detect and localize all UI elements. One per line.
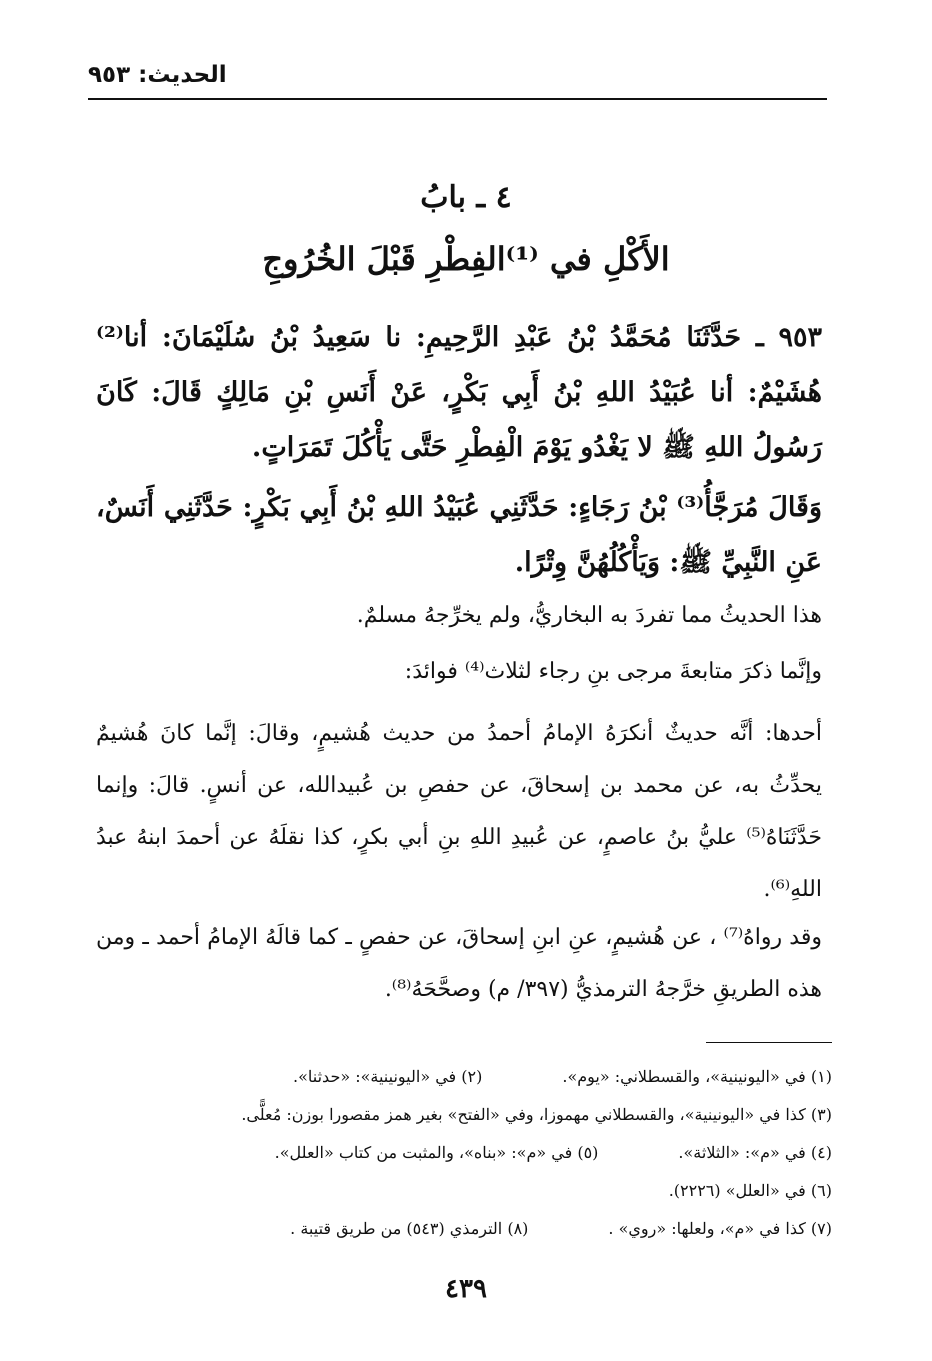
footnote-separator [706,1042,832,1043]
footnote-6: (٦) في «العلل» (٢٢٢٦). [668,1181,832,1200]
footnote-8: (٨) الترمذي (٥٤٣) من طريق قتيبة . [290,1219,529,1238]
commentary-paragraph-3: أحدها: أنَّه حديثٌ أنكرَهُ الإمامُ أحمدُ من حديث هُشيمٍ، وقالَ: إنَّما كانَ هُشيمٌ يحدِّثُ به، عن محمد بن إسحاقَ، عن حفصِ بن عُبيدالله، عن أنسٍ. قالَ: وإنما حَدَّثَنَاهُ⁽⁵⁾ عليُّ بنُ عاصمٍ، عن عُبيدِ اللهِ بنِ أبي بكرٍ، كذا نقلَهُ عن أحمدَ ابنهُ عبدُ اللهِ⁽⁶⁾. [96,721,822,902]
commentary-paragraph-4: وقد رواهُ⁽⁷⁾ ، عن هُشيمٍ، عنِ ابنِ إسحاقَ، عن حفصٍ ـ كما قالَهُ الإمامُ أحمد ـ ومن هذه الطريقِ خرَّجهُ الترمذيُّ (٣٩٧/ م) وصحَّحَهُ⁽⁸⁾. [96,925,822,1002]
footnote-row [96,1172,832,1210]
footnote-1: (١) في «اليونينية»، والقسطلاني: «يوم». [562,1067,832,1086]
header-rule [88,98,827,100]
hadith-mutabaa: وَقَالَ مُرَجَّأُ⁽³⁾ بْنُ رَجَاءٍ: حَدَّثَنِي عُبَيْدُ اللهِ بْنُ أَبِي بَكْرٍ: حَدَّثَنِي أَنَسٌ، عَنِ النَّبِيِّ ﷺ: وَيَأْكُلُهُنَّ وِتْرًا. [96,492,822,578]
footnotes [96,1058,832,1248]
footnote-7: (٧) كذا في «م»، ولعلها: «روي» . [608,1219,832,1238]
footnote-row [96,1210,832,1248]
commentary-paragraph-2: وإنَّما ذكرَ متابعةَ مرجى بنِ رجاء لثلاث⁽⁴⁾ فوائدَ: [404,659,822,684]
running-header: الحديث: ٩٥٣ [88,62,227,88]
commentary-paragraph-1: هذا الحديثُ مما تفردَ به البخاريُّ، ولم يخرِّجهُ مسلمٌ. [356,603,822,628]
chapter-title: الأَكْلِ في ⁽¹⁾الفِطْرِ قَبْلَ الخُرُوجِ [262,240,670,278]
footnote-3: (٣) كذا في «اليونينية»، والقسطلاني مهموزا، وفي «الفتح» بغير همز مقصورا بوزن: مُعلًّى. [241,1105,832,1124]
footnote-2: (٢) في «اليونينية»: «حدثنا». [293,1067,483,1086]
footnote-row [96,1096,832,1134]
chapter-number: ٤ ـ بابُ [420,180,512,215]
footnote-4: (٤) في «م»: «الثلاثة». [678,1143,832,1162]
page-number: ٤٣٩ [445,1274,487,1304]
footnote-row [96,1058,832,1096]
footnote-5: (٥) في «م»: «بناه»، والمثبت من كتاب «العلل». [274,1143,599,1162]
footnote-row [96,1134,832,1172]
hadith-text: ٩٥٣ ـ حَدَّثَنَا مُحَمَّدُ بْنُ عَبْدِ الرَّحِيمِ: نا سَعِيدُ بْنُ سُلَيْمَانَ: أنا⁽²⁾ هُشَيْمٌ: أنا عُبَيْدُ اللهِ بْنُ أَبِي بَكْرٍ، عَنْ أَنَسِ بْنِ مَالِكٍ قَالَ: كَانَ رَسُولُ اللهِ ﷺ لا يَغْدُو يَوْمَ الْفِطْرِ حَتَّى يَأْكُلَ تَمَرَاتٍ. [96,322,822,463]
